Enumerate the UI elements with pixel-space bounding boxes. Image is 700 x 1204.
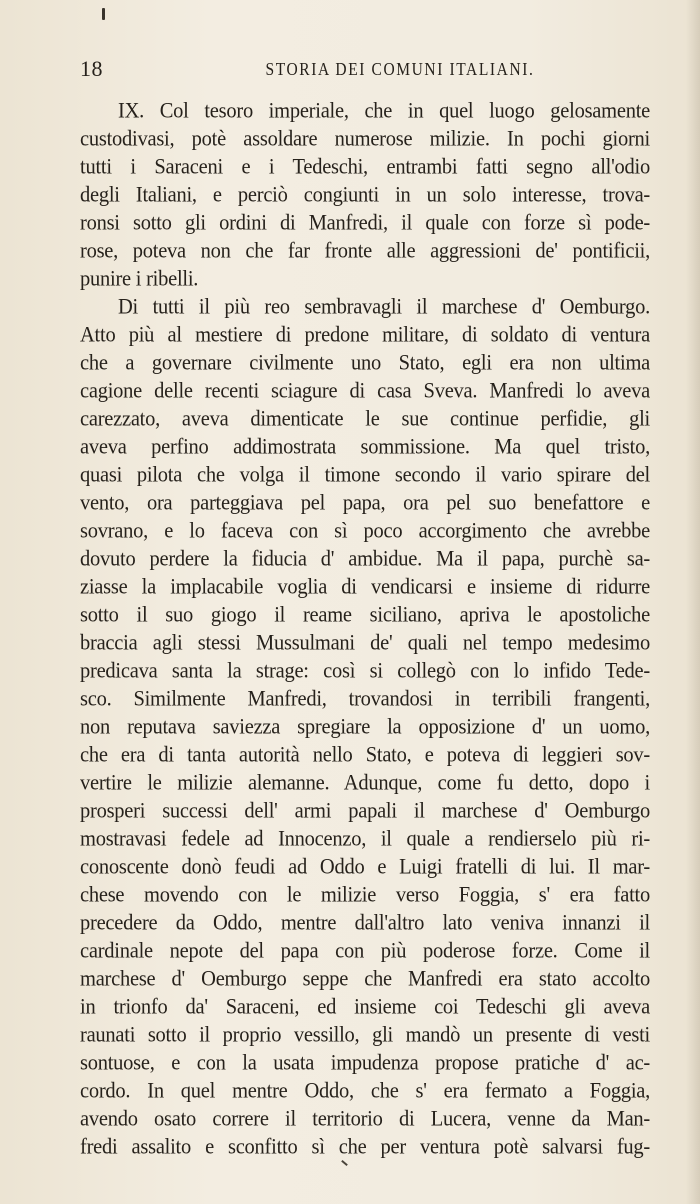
- text-line: vento, ora parteggiava pel papa, ora pel suo benefattore e: [80, 491, 650, 515]
- text-line: sco. Similmente Manfredi, trovandosi in terribili frangenti,: [80, 687, 650, 711]
- text-line: carezzato, aveva dimenticate le sue continue perfidie, gli: [80, 407, 650, 431]
- text-line: quasi pilota che volga il timone secondo il vario spirare del: [80, 463, 650, 487]
- text-line: conoscente donò feudi ad Oddo e Luigi fratelli di lui. Il mar-: [80, 855, 650, 879]
- text-line: braccia agli stessi Mussulmani de' quali nel tempo medesimo: [80, 631, 650, 655]
- text-line: precedere da Oddo, mentre dall'altro lato veniva innanzi il: [80, 911, 650, 935]
- text-line: punire i ribelli.: [80, 267, 199, 291]
- text-line: IX. Col tesoro imperiale, che in quel luogo gelosamente: [118, 99, 650, 123]
- text-line: Atto più al mestiere di predone militare, di soldato di ventura: [80, 323, 650, 347]
- text-line: vertire le milizie alemanne. Adunque, come fu detto, dopo i: [80, 771, 650, 795]
- text-line: rose, poteva non che far fronte alle aggressioni de' pontificii,: [80, 239, 650, 263]
- text-line: dovuto perdere la fiducia d' ambidue. Ma il papa, purchè sa-: [80, 547, 650, 571]
- text-line: chese movendo con le milizie verso Foggia, s' era fatto: [80, 883, 650, 907]
- text-line: marchese d' Oemburgo seppe che Manfredi era stato accolto: [80, 967, 650, 991]
- text-line: prosperi successi dell' armi papali il marchese d' Oemburgo: [80, 799, 650, 823]
- text-line: degli Italiani, e perciò congiunti in un solo interesse, trova-: [80, 183, 650, 207]
- text-line: fredi assalito e sconfitto sì che per ventura potè salvarsi fug-: [80, 1135, 650, 1159]
- text-line: Di tutti il più reo sembravagli il marchese d' Oemburgo.: [118, 295, 650, 319]
- text-line: avendo osato correre il territorio di Lucera, venne da Man-: [80, 1107, 650, 1131]
- text-line: sontuose, e con la usata impudenza propose pratiche d' ac-: [80, 1051, 650, 1075]
- text-line: ronsi sotto gli ordini di Manfredi, il quale con forze sì pode-: [80, 211, 650, 235]
- page-header: [80, 56, 650, 86]
- ink-mark: [102, 8, 105, 20]
- text-line: cordo. In quel mentre Oddo, che s' era fermato a Foggia,: [80, 1079, 650, 1103]
- body-text: [80, 97, 650, 1161]
- text-line: sovrano, e lo faceva con sì poco accorgimento che avrebbe: [80, 519, 650, 543]
- text-line: raunati sotto il proprio vessillo, gli mandò un presente di vesti: [80, 1023, 650, 1047]
- text-line: tutti i Saraceni e i Tedeschi, entrambi fatti segno all'odio: [80, 155, 650, 179]
- text-line: cagione delle recenti sciagure di casa Sveva. Manfredi lo aveva: [80, 379, 650, 403]
- text-line: ziasse la implacabile voglia di vendicarsi e insieme di ridurre: [80, 575, 650, 599]
- text-line: che era di tanta autorità nello Stato, e poteva di leggieri sov-: [80, 743, 650, 767]
- text-line: custodivasi, potè assoldare numerose milizie. In pochi giorni: [80, 127, 650, 151]
- running-title: STORIA DEI COMUNI ITALIANI.: [265, 60, 535, 80]
- text-line: cardinale nepote del papa con più poderose forze. Come il: [80, 939, 650, 963]
- text-line: non reputava saviezza spregiare la opposizione d' un uomo,: [80, 715, 650, 739]
- page-number: 18: [80, 56, 103, 81]
- text-line: aveva perfino addimostrata sommissione. Ma quel tristo,: [80, 435, 650, 459]
- text-line: sotto il suo giogo il reame siciliano, apriva le apostoliche: [80, 603, 650, 627]
- text-line: in trionfo da' Saraceni, ed insieme coi Tedeschi gli aveva: [80, 995, 650, 1019]
- text-line: predicava santa la strage: così si collegò con lo infido Tede-: [80, 659, 650, 683]
- text-line: che a governare civilmente uno Stato, egli era non ultima: [80, 351, 650, 375]
- text-line: mostravasi fedele ad Innocenzo, il quale a rendierselo più ri-: [80, 827, 650, 851]
- page-edge-shadow: [686, 0, 700, 1204]
